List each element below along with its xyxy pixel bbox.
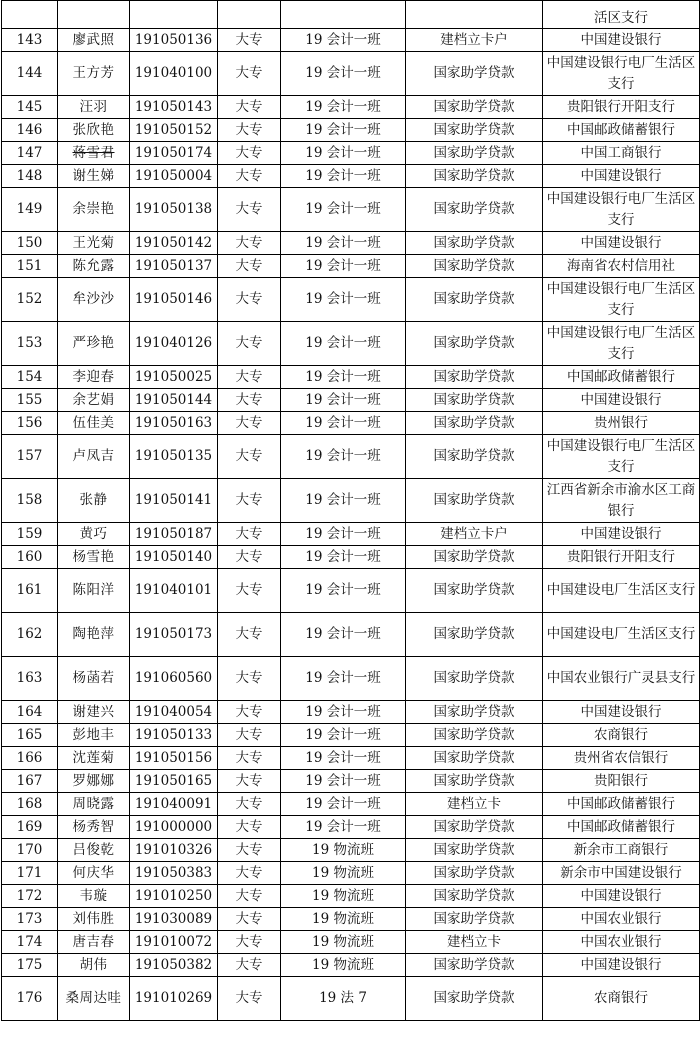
- student-id-cell: 191010250: [130, 885, 218, 908]
- aid-type-cell: 国家助学贷款: [406, 366, 543, 389]
- class-cell: 19 会计一班: [281, 747, 406, 770]
- bank-cell: 中国邮政储蓄银行: [543, 119, 700, 142]
- class-cell: 19 会计一班: [281, 142, 406, 165]
- table-row: [2, 793, 700, 816]
- aid-type-cell: 国家助学贷款: [406, 188, 543, 232]
- level-cell: 大专: [218, 747, 281, 770]
- student-id-cell: 191040091: [130, 793, 218, 816]
- bank-cell: 中国工商银行: [543, 142, 700, 165]
- aid-type-cell: 国家助学贷款: [406, 908, 543, 931]
- level-cell: 大专: [218, 701, 281, 724]
- level-cell: 大专: [218, 435, 281, 479]
- bank-cell: 中国建设银行电厂生活区支行: [543, 188, 700, 232]
- name-cell: 沈莲菊: [58, 747, 130, 770]
- table-row: [2, 479, 700, 523]
- bank-cell: 中国建设银行电厂生活区支行: [543, 278, 700, 322]
- aid-type-cell: 国家助学贷款: [406, 724, 543, 747]
- no-cell: 150: [2, 232, 58, 255]
- table-row: [2, 523, 700, 546]
- table-row: [2, 278, 700, 322]
- name-cell: 陈允露: [58, 255, 130, 278]
- table-row: [2, 29, 700, 52]
- level-cell: 大专: [218, 770, 281, 793]
- level-cell: 大专: [218, 52, 281, 96]
- class-cell: 19 会计一班: [281, 322, 406, 366]
- class-cell: 19 物流班: [281, 862, 406, 885]
- student-id-cell: 191050163: [130, 412, 218, 435]
- aid-type-cell: 国家助学贷款: [406, 546, 543, 569]
- aid-type-cell: 国家助学贷款: [406, 770, 543, 793]
- name-cell: 王方芳: [58, 52, 130, 96]
- level-cell: 大专: [218, 954, 281, 977]
- no-cell: 148: [2, 165, 58, 188]
- bank-cell: 中国建设银行: [543, 29, 700, 52]
- bank-cell: 中国建设银行电厂生活区支行: [543, 322, 700, 366]
- class-cell: 19 会计一班: [281, 96, 406, 119]
- aid-type-cell: 国家助学贷款: [406, 701, 543, 724]
- class-cell: 19 会计一班: [281, 546, 406, 569]
- bank-cell: 江西省新余市渝水区工商银行: [543, 479, 700, 523]
- no-cell: 170: [2, 839, 58, 862]
- level-cell: 大专: [218, 931, 281, 954]
- student-id-cell: 191050144: [130, 389, 218, 412]
- level-cell: 大专: [218, 546, 281, 569]
- aid-type-cell: 国家助学贷款: [406, 657, 543, 701]
- table-row: [2, 747, 700, 770]
- class-cell: 19 会计一班: [281, 188, 406, 232]
- no-cell: 172: [2, 885, 58, 908]
- name-cell: 余崇艳: [58, 188, 130, 232]
- level-cell: 大专: [218, 569, 281, 613]
- class-cell: 19 会计一班: [281, 435, 406, 479]
- level-cell: 大专: [218, 255, 281, 278]
- student-id-cell: 191050143: [130, 96, 218, 119]
- table-row: [2, 142, 700, 165]
- bank-cell: 中国建设银行: [543, 165, 700, 188]
- name-cell: 周晓露: [58, 793, 130, 816]
- bank-cell: 中国建设电厂生活区支行: [543, 613, 700, 657]
- name-cell: 陈阳洋: [58, 569, 130, 613]
- student-id-cell: 191050025: [130, 366, 218, 389]
- student-id-cell: 191050141: [130, 479, 218, 523]
- bank-cell: 贵阳银行: [543, 770, 700, 793]
- name-cell: [58, 1, 130, 29]
- level-cell: 大专: [218, 278, 281, 322]
- bank-cell: 活区支行: [543, 1, 700, 29]
- no-cell: 143: [2, 29, 58, 52]
- no-cell: 166: [2, 747, 58, 770]
- student-id-cell: 191000000: [130, 816, 218, 839]
- no-cell: 168: [2, 793, 58, 816]
- level-cell: [218, 1, 281, 29]
- no-cell: 173: [2, 908, 58, 931]
- student-id-cell: 191040100: [130, 52, 218, 96]
- class-cell: 19 会计一班: [281, 816, 406, 839]
- name-cell: 张静: [58, 479, 130, 523]
- class-cell: 19 会计一班: [281, 165, 406, 188]
- name-cell: 谢建兴: [58, 701, 130, 724]
- class-cell: 19 物流班: [281, 885, 406, 908]
- name-cell: 罗娜娜: [58, 770, 130, 793]
- student-id-cell: 191040101: [130, 569, 218, 613]
- no-cell: 164: [2, 701, 58, 724]
- table-row: [2, 977, 700, 1021]
- class-cell: 19 会计一班: [281, 412, 406, 435]
- table-row: [2, 657, 700, 701]
- student-id-cell: 191050136: [130, 29, 218, 52]
- table-row: [2, 119, 700, 142]
- student-id-cell: 191040054: [130, 701, 218, 724]
- name-cell: 牟沙沙: [58, 278, 130, 322]
- class-cell: 19 会计一班: [281, 793, 406, 816]
- aid-type-cell: 国家助学贷款: [406, 232, 543, 255]
- aid-type-cell: 国家助学贷款: [406, 435, 543, 479]
- no-cell: 176: [2, 977, 58, 1021]
- bank-cell: 农商银行: [543, 724, 700, 747]
- name-cell: 胡伟: [58, 954, 130, 977]
- class-cell: 19 物流班: [281, 839, 406, 862]
- level-cell: 大专: [218, 523, 281, 546]
- level-cell: 大专: [218, 165, 281, 188]
- table-row: [2, 96, 700, 119]
- class-cell: 19 会计一班: [281, 770, 406, 793]
- no-cell: 167: [2, 770, 58, 793]
- class-cell: 19 会计一班: [281, 52, 406, 96]
- level-cell: 大专: [218, 479, 281, 523]
- no-cell: 160: [2, 546, 58, 569]
- aid-type-cell: 国家助学贷款: [406, 255, 543, 278]
- level-cell: 大专: [218, 142, 281, 165]
- bank-cell: 贵州银行: [543, 412, 700, 435]
- name-cell: 陶艳萍: [58, 613, 130, 657]
- no-cell: 149: [2, 188, 58, 232]
- student-id-cell: 191050156: [130, 747, 218, 770]
- bank-cell: 新余市工商银行: [543, 839, 700, 862]
- class-cell: 19 会计一班: [281, 724, 406, 747]
- level-cell: 大专: [218, 724, 281, 747]
- table-row: [2, 232, 700, 255]
- level-cell: 大专: [218, 412, 281, 435]
- level-cell: 大专: [218, 908, 281, 931]
- level-cell: 大专: [218, 29, 281, 52]
- class-cell: 19 会计一班: [281, 657, 406, 701]
- name-cell: 彭地丰: [58, 724, 130, 747]
- aid-type-cell: 国家助学贷款: [406, 52, 543, 96]
- name-cell: 杨菡若: [58, 657, 130, 701]
- bank-cell: 中国农业银行: [543, 931, 700, 954]
- class-cell: [281, 1, 406, 29]
- bank-cell: 新余市中国建设银行: [543, 862, 700, 885]
- bank-cell: 中国建设银行: [543, 389, 700, 412]
- class-cell: 19 会计一班: [281, 119, 406, 142]
- table-row: [2, 724, 700, 747]
- student-id-cell: 191010269: [130, 977, 218, 1021]
- no-cell: 144: [2, 52, 58, 96]
- name-cell: 余艺娟: [58, 389, 130, 412]
- name-cell: 廖武照: [58, 29, 130, 52]
- aid-type-cell: 国家助学贷款: [406, 862, 543, 885]
- name-cell: 桑周达哇: [58, 977, 130, 1021]
- name-cell: 张欣艳: [58, 119, 130, 142]
- no-cell: [2, 1, 58, 29]
- name-cell: 王光菊: [58, 232, 130, 255]
- no-cell: 158: [2, 479, 58, 523]
- no-cell: 163: [2, 657, 58, 701]
- no-cell: 162: [2, 613, 58, 657]
- bank-cell: 中国建设银行: [543, 523, 700, 546]
- no-cell: 157: [2, 435, 58, 479]
- bank-cell: 中国农业银行: [543, 908, 700, 931]
- student-id-cell: 191050174: [130, 142, 218, 165]
- student-id-cell: 191050133: [130, 724, 218, 747]
- table-row: [2, 412, 700, 435]
- aid-type-cell: 国家助学贷款: [406, 96, 543, 119]
- level-cell: 大专: [218, 366, 281, 389]
- name-cell: 杨秀智: [58, 816, 130, 839]
- table-row: [2, 885, 700, 908]
- name-cell: 谢生娣: [58, 165, 130, 188]
- no-cell: 156: [2, 412, 58, 435]
- student-id-cell: 191050135: [130, 435, 218, 479]
- name-cell: 刘伟胜: [58, 908, 130, 931]
- aid-type-cell: 国家助学贷款: [406, 142, 543, 165]
- aid-type-cell: 建档立卡: [406, 793, 543, 816]
- class-cell: 19 会计一班: [281, 255, 406, 278]
- table-row: [2, 839, 700, 862]
- student-id-cell: 191050138: [130, 188, 218, 232]
- student-id-cell: 191050140: [130, 546, 218, 569]
- bank-cell: 中国建设银行: [543, 701, 700, 724]
- class-cell: 19 法 7: [281, 977, 406, 1021]
- name-cell: 杨雪艳: [58, 546, 130, 569]
- no-cell: 155: [2, 389, 58, 412]
- name-cell: 卢凤吉: [58, 435, 130, 479]
- student-id-cell: 191030089: [130, 908, 218, 931]
- table-row: [2, 931, 700, 954]
- aid-type-cell: 国家助学贷款: [406, 479, 543, 523]
- aid-type-cell: 国家助学贷款: [406, 322, 543, 366]
- table-row: [2, 569, 700, 613]
- level-cell: 大专: [218, 232, 281, 255]
- table-row: [2, 816, 700, 839]
- no-cell: 147: [2, 142, 58, 165]
- class-cell: 19 物流班: [281, 908, 406, 931]
- bank-cell: 中国建设银行: [543, 232, 700, 255]
- table-row: [2, 770, 700, 793]
- bank-cell: 贵州省农信银行: [543, 747, 700, 770]
- no-cell: 146: [2, 119, 58, 142]
- name-cell: 唐吉春: [58, 931, 130, 954]
- table-row: [2, 862, 700, 885]
- class-cell: 19 会计一班: [281, 613, 406, 657]
- no-cell: 165: [2, 724, 58, 747]
- student-id-cell: 191050187: [130, 523, 218, 546]
- aid-type-cell: 国家助学贷款: [406, 119, 543, 142]
- bank-cell: 贵阳银行开阳支行: [543, 96, 700, 119]
- aid-type-cell: 建档立卡: [406, 931, 543, 954]
- table-row: [2, 546, 700, 569]
- table-row: [2, 366, 700, 389]
- table-row-continuation: [2, 1, 700, 29]
- student-id-cell: 191010326: [130, 839, 218, 862]
- name-cell: 严珍艳: [58, 322, 130, 366]
- bank-cell: 中国建设银行: [543, 885, 700, 908]
- class-cell: 19 会计一班: [281, 479, 406, 523]
- class-cell: 19 会计一班: [281, 523, 406, 546]
- aid-type-cell: 国家助学贷款: [406, 165, 543, 188]
- table-row: [2, 954, 700, 977]
- level-cell: 大专: [218, 793, 281, 816]
- level-cell: 大专: [218, 862, 281, 885]
- name-cell: 黄巧: [58, 523, 130, 546]
- student-id-cell: 191050382: [130, 954, 218, 977]
- no-cell: 153: [2, 322, 58, 366]
- aid-type-cell: 建档立卡户: [406, 29, 543, 52]
- aid-type-cell: 国家助学贷款: [406, 389, 543, 412]
- table-row: [2, 188, 700, 232]
- bank-cell: 中国建设银行电厂生活区支行: [543, 435, 700, 479]
- table-row: [2, 701, 700, 724]
- bank-cell: 中国邮政储蓄银行: [543, 816, 700, 839]
- aid-type-cell: 建档立卡户: [406, 523, 543, 546]
- table-row: [2, 322, 700, 366]
- aid-type-cell: 国家助学贷款: [406, 613, 543, 657]
- bank-cell: 中国邮政储蓄银行: [543, 366, 700, 389]
- aid-type-cell: 国家助学贷款: [406, 278, 543, 322]
- level-cell: 大专: [218, 839, 281, 862]
- aid-type-cell: 国家助学贷款: [406, 412, 543, 435]
- student-aid-table: [1, 0, 700, 1021]
- name-cell: 韦璇: [58, 885, 130, 908]
- bank-cell: 海南省农村信用社: [543, 255, 700, 278]
- level-cell: 大专: [218, 816, 281, 839]
- level-cell: 大专: [218, 613, 281, 657]
- class-cell: 19 会计一班: [281, 389, 406, 412]
- level-cell: 大专: [218, 885, 281, 908]
- level-cell: 大专: [218, 96, 281, 119]
- table-row: [2, 908, 700, 931]
- table-row: [2, 52, 700, 96]
- student-id-cell: 191060560: [130, 657, 218, 701]
- id-cell: [130, 1, 218, 29]
- class-cell: 19 物流班: [281, 931, 406, 954]
- level-cell: 大专: [218, 322, 281, 366]
- student-id-cell: 191050152: [130, 119, 218, 142]
- student-id-cell: 191050165: [130, 770, 218, 793]
- bank-cell: 中国建设银行电厂生活区支行: [543, 52, 700, 96]
- bank-cell: 农商银行: [543, 977, 700, 1021]
- student-id-cell: 191050383: [130, 862, 218, 885]
- name-cell: 汪羽: [58, 96, 130, 119]
- no-cell: 161: [2, 569, 58, 613]
- table-row: [2, 389, 700, 412]
- level-cell: 大专: [218, 188, 281, 232]
- type-cell: [406, 1, 543, 29]
- name-cell: 李迎春: [58, 366, 130, 389]
- bank-cell: 中国农业银行广灵县支行: [543, 657, 700, 701]
- aid-type-cell: 国家助学贷款: [406, 954, 543, 977]
- class-cell: 19 物流班: [281, 954, 406, 977]
- table-row: [2, 435, 700, 479]
- class-cell: 19 会计一班: [281, 569, 406, 613]
- bank-cell: 中国建设电厂生活区支行: [543, 569, 700, 613]
- name-cell: 蒋雪君: [58, 142, 130, 165]
- no-cell: 171: [2, 862, 58, 885]
- no-cell: 159: [2, 523, 58, 546]
- no-cell: 151: [2, 255, 58, 278]
- student-id-cell: 191040126: [130, 322, 218, 366]
- class-cell: 19 会计一班: [281, 278, 406, 322]
- student-id-cell: 191050004: [130, 165, 218, 188]
- name-cell: 何庆华: [58, 862, 130, 885]
- table-row: [2, 613, 700, 657]
- no-cell: 175: [2, 954, 58, 977]
- no-cell: 169: [2, 816, 58, 839]
- bank-cell: 中国建设银行: [543, 954, 700, 977]
- no-cell: 154: [2, 366, 58, 389]
- no-cell: 152: [2, 278, 58, 322]
- aid-type-cell: 国家助学贷款: [406, 747, 543, 770]
- aid-type-cell: 国家助学贷款: [406, 816, 543, 839]
- student-id-cell: 191050173: [130, 613, 218, 657]
- no-cell: 145: [2, 96, 58, 119]
- aid-type-cell: 国家助学贷款: [406, 885, 543, 908]
- name-cell: 吕俊乾: [58, 839, 130, 862]
- bank-cell: 中国邮政储蓄银行: [543, 793, 700, 816]
- level-cell: 大专: [218, 389, 281, 412]
- bank-cell: 贵阳银行开阳支行: [543, 546, 700, 569]
- class-cell: 19 会计一班: [281, 701, 406, 724]
- student-id-cell: 191050146: [130, 278, 218, 322]
- aid-type-cell: 国家助学贷款: [406, 839, 543, 862]
- student-id-cell: 191010072: [130, 931, 218, 954]
- no-cell: 174: [2, 931, 58, 954]
- student-id-cell: 191050137: [130, 255, 218, 278]
- aid-type-cell: 国家助学贷款: [406, 569, 543, 613]
- class-cell: 19 会计一班: [281, 366, 406, 389]
- name-cell: 伍佳美: [58, 412, 130, 435]
- level-cell: 大专: [218, 119, 281, 142]
- aid-type-cell: 国家助学贷款: [406, 977, 543, 1021]
- class-cell: 19 会计一班: [281, 29, 406, 52]
- class-cell: 19 会计一班: [281, 232, 406, 255]
- table-row: [2, 165, 700, 188]
- table-row: [2, 255, 700, 278]
- student-id-cell: 191050142: [130, 232, 218, 255]
- level-cell: 大专: [218, 657, 281, 701]
- level-cell: 大专: [218, 977, 281, 1021]
